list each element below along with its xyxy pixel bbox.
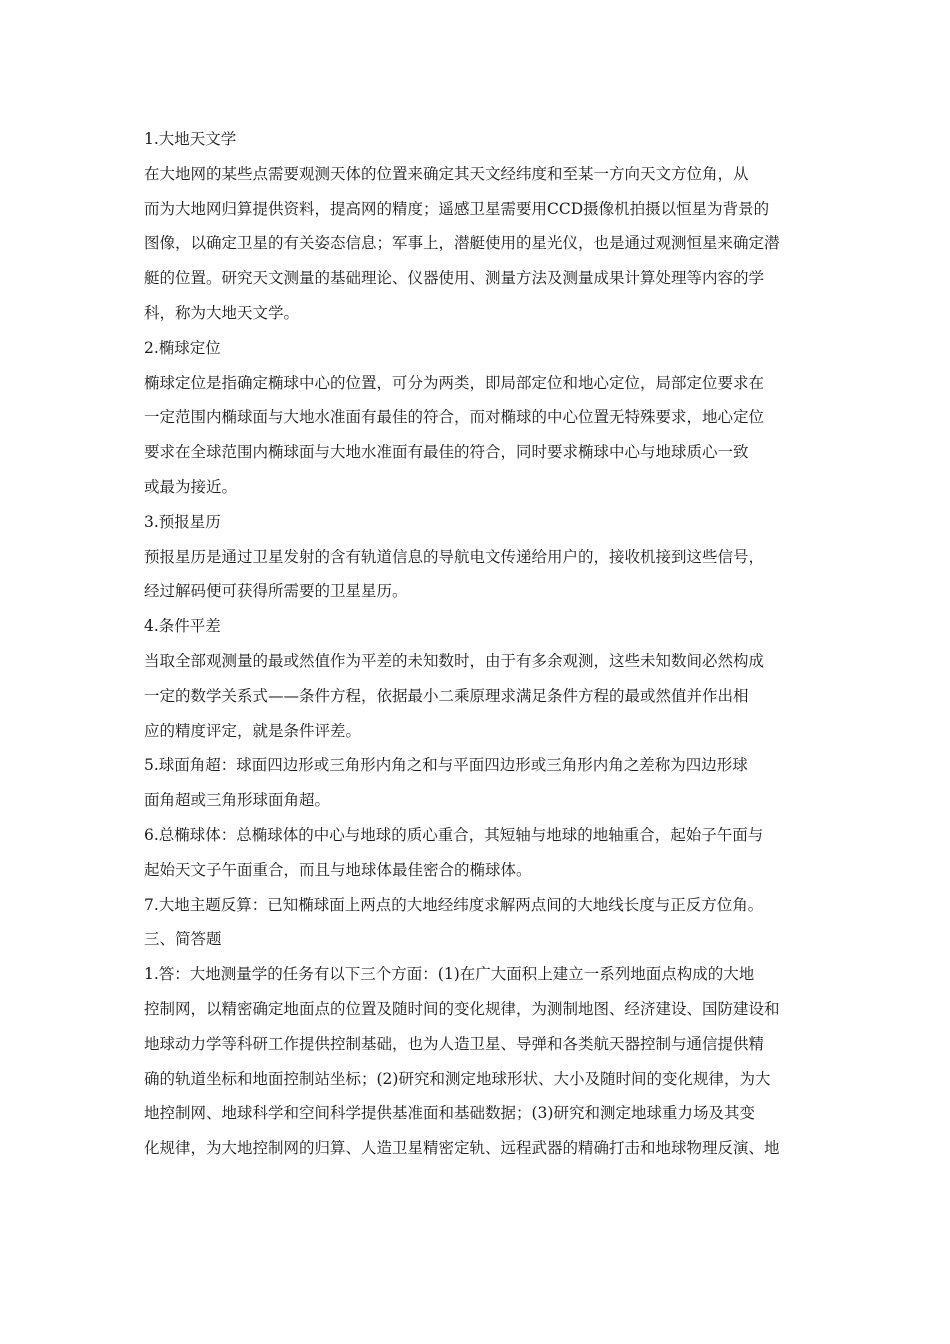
paragraph-line: 或最为接近。 bbox=[144, 477, 238, 496]
paragraph-line: 椭球定位是指确定椭球中心的位置，可分为两类，即局部定位和地心定位，局部定位要求在 bbox=[144, 373, 765, 392]
paragraph-line: 科，称为大地天文学。 bbox=[144, 303, 300, 322]
paragraph-line: 艇的位置。研究天文测量的基础理论、仪器使用、测量方法及测量成果计算处理等内容的学 bbox=[144, 269, 765, 288]
heading-predicted-ephemeris: 3.预报星历 bbox=[144, 512, 221, 531]
paragraph-line: 起始天文子午面重合，而且与地球体最佳密合的椭球体。 bbox=[144, 860, 532, 879]
document-body bbox=[144, 122, 808, 1166]
answer-line: 化规律，为大地控制网的归算、人造卫星精密定轨、远程武器的精确打击和地球物理反演、地 bbox=[144, 1139, 780, 1158]
section-heading-short-answer: 三、简答题 bbox=[144, 930, 222, 949]
paragraph-line: 面角超或三角形球面角超。 bbox=[144, 791, 331, 810]
paragraph-line: 当取全部观测量的最或然值作为平差的未知数时，由于有多余观测，这些未知数间必然构成 bbox=[144, 651, 765, 670]
paragraph-line: 预报星历是通过卫星发射的含有轨道信息的导航电文传递给用户的，接收机接到这些信号， bbox=[144, 547, 765, 566]
answer-line: 控制网，以精密确定地面点的位置及随时间的变化规律，为测制地图、经济建设、国防建设和 bbox=[144, 999, 780, 1018]
answer-line: 确的轨道坐标和地面控制站坐标；(2)研究和测定地球形状、大小及随时间的变化规律，为大 bbox=[144, 1069, 771, 1088]
heading-geodetic-astronomy: 1.大地天文学 bbox=[144, 130, 237, 148]
paragraph-line: 一定范围内椭球面与大地水准面有最佳的符合，而对椭球的中心位置无特殊要求，地心定位 bbox=[144, 408, 765, 427]
definition-inverse-geodetic-problem: 7.大地主题反算：已知椭球面上两点的大地经纬度求解两点间的大地线长度与正反方位角。 bbox=[144, 895, 764, 914]
paragraph-line: 要求在全球范围内椭球面与大地水准面有最佳的符合，同时要求椭球中心与地球质心一致 bbox=[144, 443, 749, 462]
paragraph-line: 在大地网的某些点需要观测天体的位置来确定其天文经纬度和至某一方向天文方位角，从 bbox=[144, 164, 749, 183]
answer-line: 地球动力学等科研工作提供控制基础，也为人造卫星、导弹和各类航天器控制与通信提供精 bbox=[144, 1034, 765, 1053]
paragraph-line: 一定的数学关系式——条件方程，依据最小二乘原理求满足条件方程的最或然值并作出相 bbox=[144, 686, 749, 705]
definition-spherical-excess: 5.球面角超：球面四边形或三角形内角之和与平面四边形或三角形内角之差称为四边形球 bbox=[144, 756, 748, 775]
paragraph-line: 应的精度评定，就是条件评差。 bbox=[144, 721, 362, 740]
paragraph-line: 而为大地网归算提供资料，提高网的精度；遥感卫星需要用CCD摄像机拍摄以恒星为背景的 bbox=[144, 199, 770, 218]
definition-total-ellipsoid: 6.总椭球体：总椭球体的中心与地球的质心重合，其短轴与地球的地轴重合，起始子午面与 bbox=[144, 825, 764, 844]
answer-line: 地控制网、地球科学和空间科学提供基准面和基础数据；(3)研究和测定地球重力场及其变 bbox=[144, 1104, 755, 1123]
heading-ellipsoid-positioning: 2.椭球定位 bbox=[144, 338, 221, 357]
paragraph-line: 图像，以确定卫星的有关姿态信息；军事上，潜艇使用的星光仪，也是通过观测恒星来确定潜 bbox=[144, 234, 780, 253]
paragraph-line: 经过解码便可获得所需要的卫星星历。 bbox=[144, 582, 408, 601]
heading-conditional-adjustment: 4.条件平差 bbox=[144, 617, 221, 636]
answer-line: 1.答：大地测量学的任务有以下三个方面：(1)在广大面积上建立一系列地面点构成的大地 bbox=[144, 965, 755, 984]
